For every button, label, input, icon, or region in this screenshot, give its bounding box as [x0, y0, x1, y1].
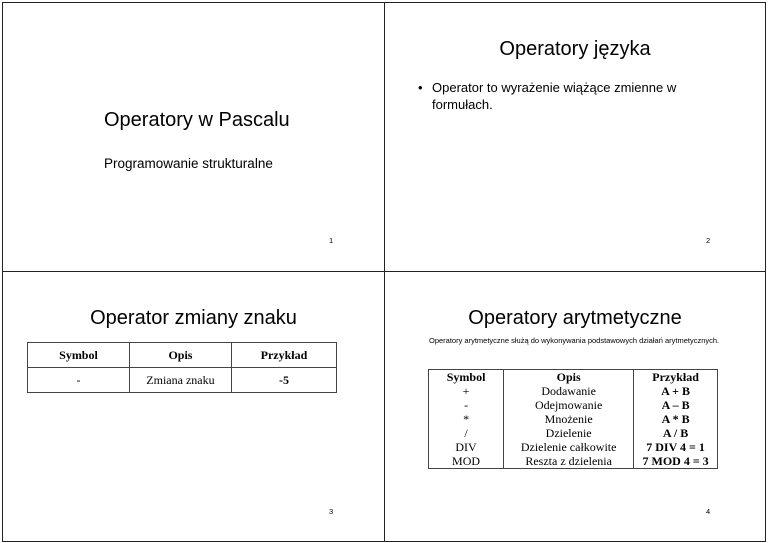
cell-przyklad: A * B	[634, 412, 718, 426]
table-row	[429, 426, 718, 440]
cell-opis: Zmiana znaku	[129, 368, 231, 393]
table-header-row	[28, 343, 337, 368]
table-row	[429, 384, 718, 398]
cell-opis: Mnożenie	[504, 412, 634, 426]
column-header-opis: Opis	[504, 370, 634, 385]
cell-opis: Odejmowanie	[504, 398, 634, 412]
cell-przyklad: A – B	[634, 398, 718, 412]
bullet-marker: •	[418, 80, 423, 95]
slide-1	[3, 3, 384, 271]
slide-2-title: Operatory języka	[499, 38, 651, 60]
sign-operator-table	[27, 342, 337, 393]
cell-symbol: MOD	[429, 454, 504, 469]
cell-przyklad: A + B	[634, 384, 718, 398]
table-row	[28, 368, 337, 393]
slide-1-title: Operatory w Pascalu	[104, 109, 290, 131]
column-header-przyklad: Przykład	[634, 370, 718, 385]
slide-3	[3, 272, 384, 541]
table-row	[429, 398, 718, 412]
slide-2	[385, 3, 765, 271]
arithmetic-operator-table	[428, 369, 718, 469]
cell-opis: Dzielenie	[504, 426, 634, 440]
slide-4-page-number: 4	[706, 507, 711, 516]
slide-4-title: Operatory arytmetyczne	[468, 307, 682, 329]
column-header-symbol: Symbol	[429, 370, 504, 385]
column-header-opis: Opis	[129, 343, 231, 368]
table-row	[429, 412, 718, 426]
column-header-symbol: Symbol	[28, 343, 130, 368]
cell-symbol: /	[429, 426, 504, 440]
cell-opis: Dzielenie całkowite	[504, 440, 634, 454]
cell-przyklad: -5	[231, 368, 336, 393]
cell-symbol: -	[429, 398, 504, 412]
cell-opis: Dodawanie	[504, 384, 634, 398]
slide-2-page-number: 2	[706, 236, 711, 245]
slide-3-title: Operator zmiany znaku	[90, 307, 297, 329]
slide-1-page-number: 1	[329, 236, 334, 245]
slide-3-page-number: 3	[329, 507, 334, 516]
table-header-row	[429, 370, 718, 385]
column-header-przyklad: Przykład	[231, 343, 336, 368]
cell-symbol: -	[28, 368, 130, 393]
slide-1-subtitle: Programowanie strukturalne	[104, 156, 273, 171]
cell-przyklad: A / B	[634, 426, 718, 440]
cell-symbol: DIV	[429, 440, 504, 454]
table-row	[429, 454, 718, 469]
cell-symbol: *	[429, 412, 504, 426]
bullet-text: Operator to wyrażenie wiążące zmienne w formułach.	[432, 80, 677, 112]
cell-przyklad: 7 MOD 4 = 3	[634, 454, 718, 469]
bullet-item	[418, 79, 712, 113]
slide-4-intro: Operatory arytmetyczne służą do wykonywania podstawowych działań arytmetycznych.	[429, 336, 720, 345]
slide-4	[385, 272, 765, 541]
cell-przyklad: 7 DIV 4 = 1	[634, 440, 718, 454]
cell-opis: Reszta z dzielenia	[504, 454, 634, 469]
table-row	[429, 440, 718, 454]
cell-symbol: +	[429, 384, 504, 398]
